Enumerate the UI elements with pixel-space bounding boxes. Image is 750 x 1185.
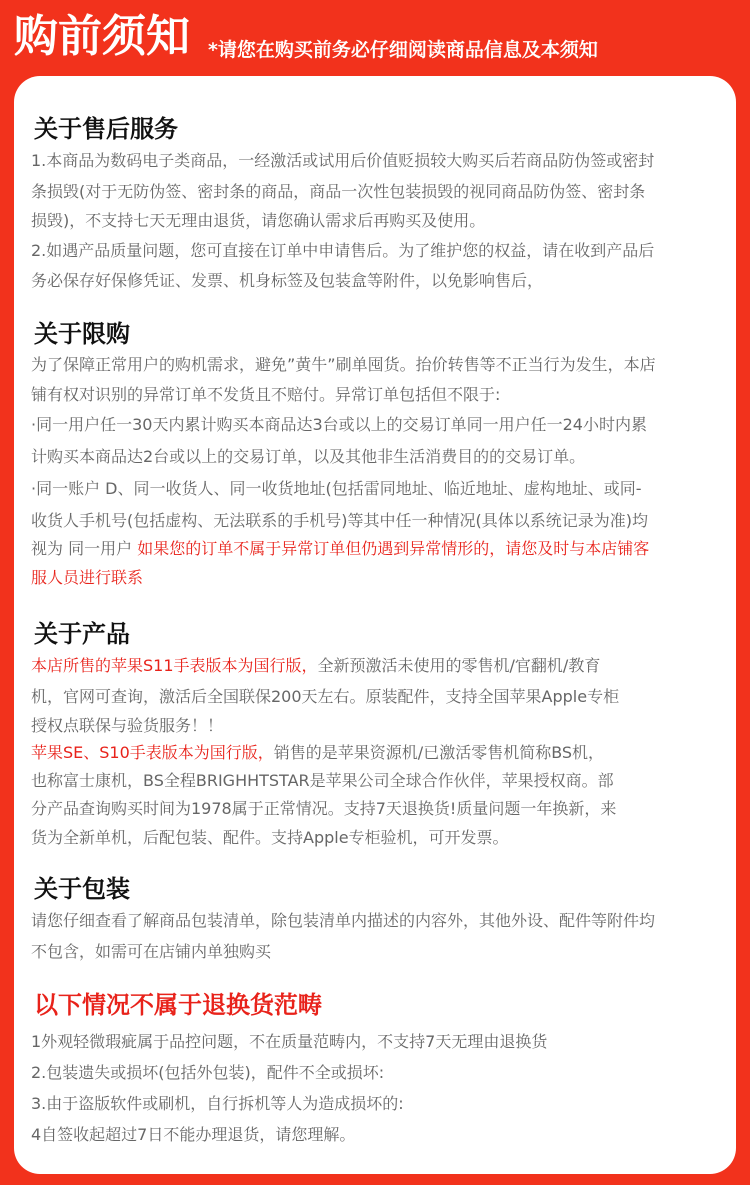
- exclusions-line: 4自签收起超过7日不能办理退货，请您理解。: [31, 1125, 356, 1144]
- page-title: 购前须知: [14, 11, 190, 62]
- packaging-line: 不包含，如需可在店铺内单独购买: [31, 942, 272, 961]
- product-line: [31, 651, 600, 681]
- aftersale-line: 条损毁(对于无防伪签、密封条的商品，商品一次性包装损毁的视同商品防伪签、密封条: [31, 182, 646, 201]
- aftersale-line: 1.本商品为数码电子类商品，一经激活或试用后价值贬损较大购买后若商品防伪签或密封: [31, 151, 655, 170]
- product-line: 货为全新单机，后配包装、配件。支持Apple专柜验机，可开发票。: [31, 828, 509, 847]
- section-title-product: 关于产品: [34, 620, 130, 648]
- page-subtitle: *请您在购买前务必仔细阅读商品信息及本须知: [208, 39, 598, 61]
- section-title-limit: 关于限购: [34, 320, 130, 348]
- limit-line: ·同一账户 D、同一收货人、同一收货地址(包括雷同地址、临近地址、虚构地址、或同-: [31, 479, 642, 498]
- product-line: [31, 738, 604, 768]
- product-line-plain: 全新预激活未使用的零售机/官翻机/教育: [317, 656, 601, 675]
- aftersale-line: 2.如遇产品质量问题，您可直接在订单中申请售后。为了维护您的权益，请在收到产品后: [31, 241, 655, 260]
- notice-card: [14, 76, 736, 1174]
- product-line: 分产品查询购买时间为1978属于正常情况。支持7天退换货!质量问题一年换新，来: [31, 799, 617, 818]
- limit-line: 为了保障正常用户的购机需求，避免”黄牛”刷单囤货。抬价转售等不正当行为发生，本店: [31, 355, 656, 374]
- limit-line: 收货人手机号(包括虚构、无法联系的手机号)等其中任一种情况(具体以系统记录为准)均: [31, 511, 648, 530]
- section-title-packaging: 关于包装: [34, 875, 130, 903]
- limit-line: 铺有权对识别的异常订单不发货且不赔付。异常订单包括但不限于:: [31, 385, 501, 404]
- limit-line-red: 如果您的订单不属于异常订单但仍遇到异常情形的，请您及时与本店铺客: [137, 539, 650, 558]
- limit-line-plain: 视为 同一用户: [31, 539, 138, 558]
- exclusions-line: 2.包装遗失或损坏(包括外包装)，配件不全或损坏:: [31, 1063, 385, 1082]
- limit-line: ·同一用户任一30天内累计购买本商品达3台或以上的交易订单同一用户任一24小时内累: [31, 415, 647, 434]
- product-line-plain: 销售的是苹果资源机/已激活零售机简称BS机，: [273, 743, 605, 762]
- product-line-red: 本店所售的苹果S11手表版本为国行版，: [31, 656, 318, 675]
- product-line: 授权点联保与验货服务！！: [31, 716, 224, 735]
- product-line: 也称富士康机，BS全程BRIGHHTSTAR是苹果公司全球合作伙伴，苹果授权商。部: [31, 771, 614, 790]
- aftersale-line: 务必保存好保修凭证、发票、机身标签及包装盒等附件，以免影响售后，: [31, 271, 544, 290]
- exclusions-line: 3.由于盗版软件或刷机，自行拆机等人为造成损坏的:: [31, 1094, 404, 1113]
- product-line: 机，官网可查询，激活后全国联保200天左右。原装配件，支持全国苹果Apple专柜: [31, 687, 620, 706]
- packaging-line: 请您仔细查看了解商品包装清单，除包装清单内描述的内容外，其他外设、配件等附件均: [31, 911, 656, 930]
- header-banner: [0, 0, 750, 78]
- aftersale-line: 损毁)，不支持七天无理由退货，请您确认需求后再购买及使用。: [31, 211, 486, 230]
- product-line-red: 苹果SE、S10手表版本为国行版，: [31, 743, 274, 762]
- limit-line: 计购买本商品达2台或以上的交易订单，以及其他非生活消费目的的交易订单。: [31, 447, 586, 466]
- section-title-aftersale: 关于售后服务: [34, 115, 178, 143]
- limit-line-red: 服人员进行联系: [31, 568, 144, 587]
- limit-line: [31, 534, 649, 564]
- exclusions-line: 1外观轻微瑕疵属于品控问题，不在质量范畴内，不支持7天无理由退换货: [31, 1032, 548, 1051]
- section-title-exclusions: 以下情况不属于退换货范畴: [34, 991, 322, 1019]
